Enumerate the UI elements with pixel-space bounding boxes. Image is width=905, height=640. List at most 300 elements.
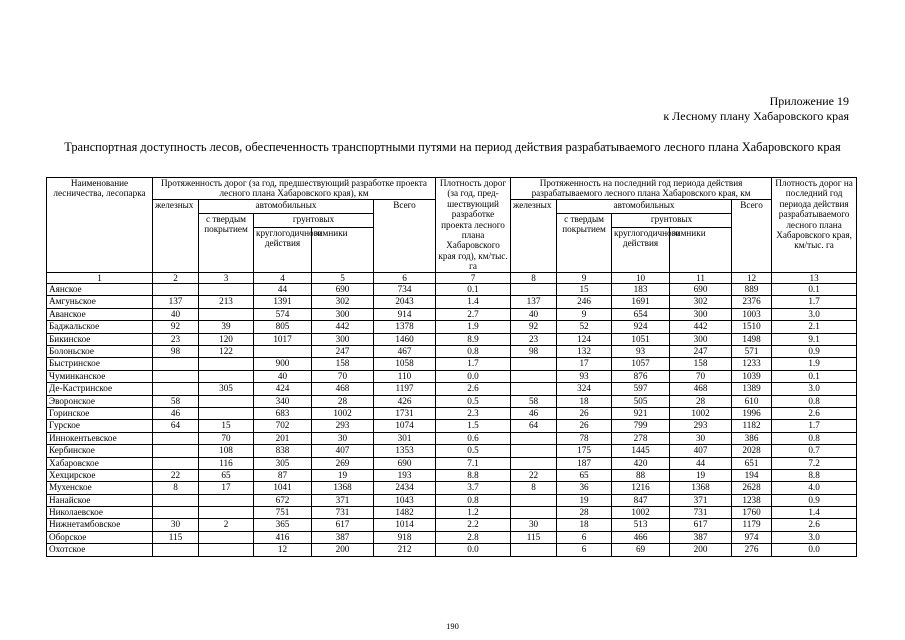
table-cell: 3.7 <box>436 482 511 494</box>
table-cell: 0.8 <box>436 494 511 506</box>
table-cell: 293 <box>312 420 374 432</box>
table-cell: 137 <box>511 296 557 308</box>
table-cell: 2.7 <box>436 308 511 320</box>
table-cell: 1182 <box>732 420 772 432</box>
table-cell: 58 <box>153 395 199 407</box>
table-cell: 300 <box>312 308 374 320</box>
header-year-round-before: круглогодичного действия <box>254 227 312 272</box>
table-cell: 28 <box>312 395 374 407</box>
table-cell: 247 <box>312 346 374 358</box>
table-cell: 52 <box>557 321 612 333</box>
header-paved-before: с твердым покрытием <box>199 213 254 272</box>
table-cell: 1445 <box>612 445 670 457</box>
table-cell: 124 <box>557 333 612 345</box>
table-cell: 2376 <box>732 296 772 308</box>
table-cell: 213 <box>199 296 254 308</box>
table-cell: 340 <box>254 395 312 407</box>
table-cell: 466 <box>612 531 670 543</box>
table-cell: 183 <box>612 284 670 296</box>
table-cell: 22 <box>511 469 557 481</box>
table-cell <box>199 544 254 556</box>
table-cell: 30 <box>153 519 199 531</box>
table-cell: 1.7 <box>772 420 857 432</box>
table-cell: 58 <box>511 395 557 407</box>
table-row <box>47 457 857 469</box>
table-cell: 0.7 <box>772 445 857 457</box>
table-cell: 2 <box>199 519 254 531</box>
table-cell: 1368 <box>312 482 374 494</box>
table-cell: 1368 <box>670 482 732 494</box>
table-cell: 212 <box>374 544 436 556</box>
table-cell: 8.8 <box>772 469 857 481</box>
table-cell: 0.8 <box>772 395 857 407</box>
table-cell: 1051 <box>612 333 670 345</box>
table-cell: 900 <box>254 358 312 370</box>
table-cell: 300 <box>670 333 732 345</box>
table-cell: 187 <box>557 457 612 469</box>
table-cell: 2434 <box>374 482 436 494</box>
table-cell: 799 <box>612 420 670 432</box>
column-number: 5 <box>312 272 374 283</box>
table-cell: 17 <box>199 482 254 494</box>
transport-accessibility-table <box>46 177 857 557</box>
table-row <box>47 395 857 407</box>
table-row <box>47 284 857 296</box>
header-after-group: Протяженность на последний год периода действия разрабатываемого лесного плана Хабаровского края, км <box>511 178 772 200</box>
table-row <box>47 321 857 333</box>
table-cell: 1691 <box>612 296 670 308</box>
table-cell: 731 <box>312 507 374 519</box>
table-cell: 158 <box>670 358 732 370</box>
table-cell <box>199 358 254 370</box>
table-cell: 2.6 <box>772 407 857 419</box>
table-cell: 40 <box>254 370 312 382</box>
table-cell: 1389 <box>732 383 772 395</box>
column-number: 10 <box>612 272 670 283</box>
table-cell: 876 <box>612 370 670 382</box>
table-cell <box>254 346 312 358</box>
table-cell: 1043 <box>374 494 436 506</box>
table-cell: 654 <box>612 308 670 320</box>
table-cell: 1510 <box>732 321 772 333</box>
table-cell: 0.1 <box>772 284 857 296</box>
forestry-name: Амгуньское <box>47 296 153 308</box>
table-cell: 36 <box>557 482 612 494</box>
column-number: 7 <box>436 272 511 283</box>
table-cell: 108 <box>199 445 254 457</box>
table-cell: 15 <box>557 284 612 296</box>
table-cell: 2628 <box>732 482 772 494</box>
table-cell: 416 <box>254 531 312 543</box>
appendix-note <box>663 94 849 124</box>
forestry-name: Иннокентьевское <box>47 432 153 444</box>
table-row <box>47 531 857 543</box>
table-cell: 15 <box>199 420 254 432</box>
table-cell: 914 <box>374 308 436 320</box>
table-cell: 269 <box>312 457 374 469</box>
table-row <box>47 469 857 481</box>
column-number: 9 <box>557 272 612 283</box>
table-cell: 46 <box>153 407 199 419</box>
table-cell <box>199 531 254 543</box>
table-cell: 365 <box>254 519 312 531</box>
table-cell <box>511 445 557 457</box>
table-cell: 64 <box>153 420 199 432</box>
table-cell: 9 <box>557 308 612 320</box>
table-cell: 690 <box>374 457 436 469</box>
forestry-name: Де-Кастринское <box>47 383 153 395</box>
header-total-after: Всего <box>732 199 772 272</box>
table-cell: 924 <box>612 321 670 333</box>
table-cell: 18 <box>557 519 612 531</box>
table-cell: 1074 <box>374 420 436 432</box>
header-winter-after: зимники <box>670 227 732 272</box>
table-cell: 424 <box>254 383 312 395</box>
table-cell: 2.6 <box>436 383 511 395</box>
table-cell: 751 <box>254 507 312 519</box>
table-cell: 690 <box>670 284 732 296</box>
table-cell: 30 <box>312 432 374 444</box>
table-cell: 200 <box>312 544 374 556</box>
column-number: 4 <box>254 272 312 283</box>
forestry-name: Быстринское <box>47 358 153 370</box>
table-cell: 8 <box>153 482 199 494</box>
table-cell <box>199 407 254 419</box>
table-cell <box>153 457 199 469</box>
table-cell: 23 <box>511 333 557 345</box>
table-cell: 8 <box>511 482 557 494</box>
table-cell <box>511 432 557 444</box>
forestry-name: Нанайское <box>47 494 153 506</box>
table-cell: 1378 <box>374 321 436 333</box>
forestry-name: Мухенское <box>47 482 153 494</box>
table-cell: 702 <box>254 420 312 432</box>
table-cell <box>199 395 254 407</box>
appendix-reference: к Лесному плану Хабаровского края <box>663 109 849 123</box>
column-number: 11 <box>670 272 732 283</box>
table-cell: 26 <box>557 407 612 419</box>
table-cell: 371 <box>312 494 374 506</box>
table-cell: 115 <box>153 531 199 543</box>
table-cell: 1014 <box>374 519 436 531</box>
table-cell: 1002 <box>312 407 374 419</box>
header-ground-before: грунтовых <box>254 213 374 227</box>
table-cell: 1760 <box>732 507 772 519</box>
column-number-row <box>47 272 857 283</box>
table-cell: 0.1 <box>436 284 511 296</box>
table-cell: 442 <box>670 321 732 333</box>
table-cell <box>511 383 557 395</box>
table-row <box>47 383 857 395</box>
table-cell: 2043 <box>374 296 436 308</box>
table-cell: 0.8 <box>772 432 857 444</box>
table-cell: 468 <box>312 383 374 395</box>
table-cell <box>511 370 557 382</box>
table-cell <box>153 358 199 370</box>
table-cell: 617 <box>312 519 374 531</box>
table-cell: 1.9 <box>436 321 511 333</box>
table-cell: 78 <box>557 432 612 444</box>
table-cell: 19 <box>670 469 732 481</box>
table-cell: 98 <box>511 346 557 358</box>
table-cell: 65 <box>199 469 254 481</box>
table-cell: 1.9 <box>772 358 857 370</box>
table-cell: 305 <box>254 457 312 469</box>
forestry-name: Баджальское <box>47 321 153 333</box>
table-cell: 30 <box>511 519 557 531</box>
table-cell: 18 <box>557 395 612 407</box>
forestry-name: Горинское <box>47 407 153 419</box>
table-cell: 40 <box>511 308 557 320</box>
table-cell: 1002 <box>612 507 670 519</box>
column-number: 2 <box>153 272 199 283</box>
document-title: Транспортная доступность лесов, обеспеченность транспортными путями на период действия разрабатываемого лесного плана Хабаровского края <box>64 140 841 154</box>
table-cell: 0.9 <box>772 494 857 506</box>
header-density-before: Плотность дорог (за год, пред-шествующий разработке проекта лесного плана Хабаровского края год), км/тыс. га <box>436 178 511 273</box>
table-cell: 734 <box>374 284 436 296</box>
table-cell: 838 <box>254 445 312 457</box>
table-cell: 93 <box>557 370 612 382</box>
table-cell: 1.5 <box>436 420 511 432</box>
table-cell: 115 <box>511 531 557 543</box>
table-cell: 597 <box>612 383 670 395</box>
table-cell: 28 <box>670 395 732 407</box>
table-cell: 1216 <box>612 482 670 494</box>
table-cell: 0.0 <box>772 544 857 556</box>
table-cell: 420 <box>612 457 670 469</box>
table-cell <box>511 544 557 556</box>
table-cell: 30 <box>670 432 732 444</box>
table-cell: 0.0 <box>436 544 511 556</box>
forestry-name: Хабаровское <box>47 457 153 469</box>
header-before-group: Протяженность дорог (за год, предшествующий разработке проекта лесного плана Хабаровского края), км <box>153 178 436 200</box>
table-cell: 137 <box>153 296 199 308</box>
table-cell: 44 <box>670 457 732 469</box>
table-cell: 889 <box>732 284 772 296</box>
table-cell <box>511 358 557 370</box>
table-cell: 1.4 <box>436 296 511 308</box>
table-row <box>47 308 857 320</box>
table-cell: 132 <box>557 346 612 358</box>
forestry-name: Оборское <box>47 531 153 543</box>
forestry-name: Аванское <box>47 308 153 320</box>
table-cell <box>199 308 254 320</box>
table-cell: 23 <box>153 333 199 345</box>
table-cell <box>153 383 199 395</box>
column-number: 1 <box>47 272 153 283</box>
forestry-name: Болоньское <box>47 346 153 358</box>
table-cell <box>199 507 254 519</box>
table-cell: 2.3 <box>436 407 511 419</box>
table-cell: 110 <box>374 370 436 382</box>
table-cell: 9.1 <box>772 333 857 345</box>
table-cell: 505 <box>612 395 670 407</box>
table-row <box>47 296 857 308</box>
forestry-name: Николаевское <box>47 507 153 519</box>
table-cell: 731 <box>670 507 732 519</box>
table-cell: 1996 <box>732 407 772 419</box>
table-cell: 300 <box>312 333 374 345</box>
table-cell: 1353 <box>374 445 436 457</box>
table-cell: 7.2 <box>772 457 857 469</box>
table-cell: 690 <box>312 284 374 296</box>
table-cell: 246 <box>557 296 612 308</box>
table-cell: 3.0 <box>772 531 857 543</box>
table-cell: 1002 <box>670 407 732 419</box>
table-cell: 918 <box>374 531 436 543</box>
table-cell: 26 <box>557 420 612 432</box>
table-cell: 672 <box>254 494 312 506</box>
table-cell <box>153 370 199 382</box>
table-row <box>47 519 857 531</box>
table-cell: 426 <box>374 395 436 407</box>
table-cell: 200 <box>670 544 732 556</box>
table-cell: 69 <box>612 544 670 556</box>
table-cell <box>199 284 254 296</box>
table-cell: 574 <box>254 308 312 320</box>
forestry-name: Бикинское <box>47 333 153 345</box>
table-cell: 1.7 <box>436 358 511 370</box>
table-cell: 407 <box>670 445 732 457</box>
table-cell: 92 <box>511 321 557 333</box>
table-row <box>47 432 857 444</box>
table-cell <box>511 457 557 469</box>
table-cell: 2.1 <box>772 321 857 333</box>
table-cell: 293 <box>670 420 732 432</box>
table-cell: 513 <box>612 519 670 531</box>
table-cell: 617 <box>670 519 732 531</box>
table-cell: 805 <box>254 321 312 333</box>
table-cell: 88 <box>612 469 670 481</box>
header-railway-before: железных <box>153 199 199 272</box>
table-cell: 65 <box>557 469 612 481</box>
table-cell: 571 <box>732 346 772 358</box>
table-cell: 387 <box>312 531 374 543</box>
table-cell: 8.9 <box>436 333 511 345</box>
column-number: 8 <box>511 272 557 283</box>
table-row <box>47 507 857 519</box>
table-cell: 1017 <box>254 333 312 345</box>
header-automobile-before: автомобильных <box>199 199 374 213</box>
table-cell: 98 <box>153 346 199 358</box>
table-cell: 467 <box>374 346 436 358</box>
table-cell: 1.4 <box>772 507 857 519</box>
table-cell: 683 <box>254 407 312 419</box>
table-cell: 300 <box>670 308 732 320</box>
column-number: 3 <box>199 272 254 283</box>
table-cell: 175 <box>557 445 612 457</box>
table-cell: 87 <box>254 469 312 481</box>
table-cell: 1041 <box>254 482 312 494</box>
table-cell: 8.8 <box>436 469 511 481</box>
table-cell: 442 <box>312 321 374 333</box>
table-cell: 158 <box>312 358 374 370</box>
table-row <box>47 358 857 370</box>
table-cell: 468 <box>670 383 732 395</box>
table-cell: 193 <box>374 469 436 481</box>
header-year-round-after: круглогодичного действия <box>612 227 670 272</box>
table-cell: 371 <box>670 494 732 506</box>
table-row <box>47 494 857 506</box>
table-row <box>47 420 857 432</box>
table-cell: 1057 <box>612 358 670 370</box>
table-row <box>47 445 857 457</box>
forestry-name: Нижнетамбовское <box>47 519 153 531</box>
table-cell <box>153 544 199 556</box>
table-cell: 1460 <box>374 333 436 345</box>
table-row <box>47 346 857 358</box>
table-cell: 3.0 <box>772 308 857 320</box>
header-name: Наименование лесничества, лесопарка <box>47 178 153 273</box>
table-cell <box>153 445 199 457</box>
table-row <box>47 370 857 382</box>
table-cell: 0.0 <box>436 370 511 382</box>
forestry-name: Аянское <box>47 284 153 296</box>
header-paved-after: с твердым покрытием <box>557 213 612 272</box>
forestry-name: Эворонское <box>47 395 153 407</box>
table-cell: 610 <box>732 395 772 407</box>
table-cell: 1.2 <box>436 507 511 519</box>
table-cell: 70 <box>312 370 374 382</box>
table-cell: 921 <box>612 407 670 419</box>
table-cell: 302 <box>670 296 732 308</box>
table-cell: 1058 <box>374 358 436 370</box>
table-cell: 3.0 <box>772 383 857 395</box>
table-cell: 70 <box>199 432 254 444</box>
header-density-after: Плотность дорог на последний год периода действия разрабатываемого лесного плана Хабаровского края, км/тыс. га <box>772 178 857 273</box>
table-cell: 22 <box>153 469 199 481</box>
table-cell: 278 <box>612 432 670 444</box>
table-cell: 1179 <box>732 519 772 531</box>
table-cell: 40 <box>153 308 199 320</box>
table-cell: 0.5 <box>436 395 511 407</box>
table-cell <box>199 494 254 506</box>
table-cell: 39 <box>199 321 254 333</box>
table-row <box>47 482 857 494</box>
table-cell: 305 <box>199 383 254 395</box>
table-cell: 1003 <box>732 308 772 320</box>
table-cell: 387 <box>670 531 732 543</box>
table-cell: 974 <box>732 531 772 543</box>
table-cell: 247 <box>670 346 732 358</box>
table-cell: 2028 <box>732 445 772 457</box>
header-winter-before: зимники <box>312 227 374 272</box>
table-cell: 276 <box>732 544 772 556</box>
table-cell: 28 <box>557 507 612 519</box>
table-cell <box>511 494 557 506</box>
table-cell <box>153 284 199 296</box>
column-number: 13 <box>772 272 857 283</box>
forestry-name: Гурское <box>47 420 153 432</box>
table-cell: 324 <box>557 383 612 395</box>
table-row <box>47 407 857 419</box>
table-cell: 116 <box>199 457 254 469</box>
table-cell: 194 <box>732 469 772 481</box>
table-cell: 122 <box>199 346 254 358</box>
appendix-number: Приложение 19 <box>769 94 849 108</box>
table-cell: 386 <box>732 432 772 444</box>
forestry-name: Охотское <box>47 544 153 556</box>
table-cell: 92 <box>153 321 199 333</box>
column-number: 6 <box>374 272 436 283</box>
table-cell: 1731 <box>374 407 436 419</box>
table-cell: 6 <box>557 531 612 543</box>
table-cell: 1391 <box>254 296 312 308</box>
table-cell: 301 <box>374 432 436 444</box>
table-cell: 1238 <box>732 494 772 506</box>
table-cell: 2.8 <box>436 531 511 543</box>
table-cell: 19 <box>557 494 612 506</box>
